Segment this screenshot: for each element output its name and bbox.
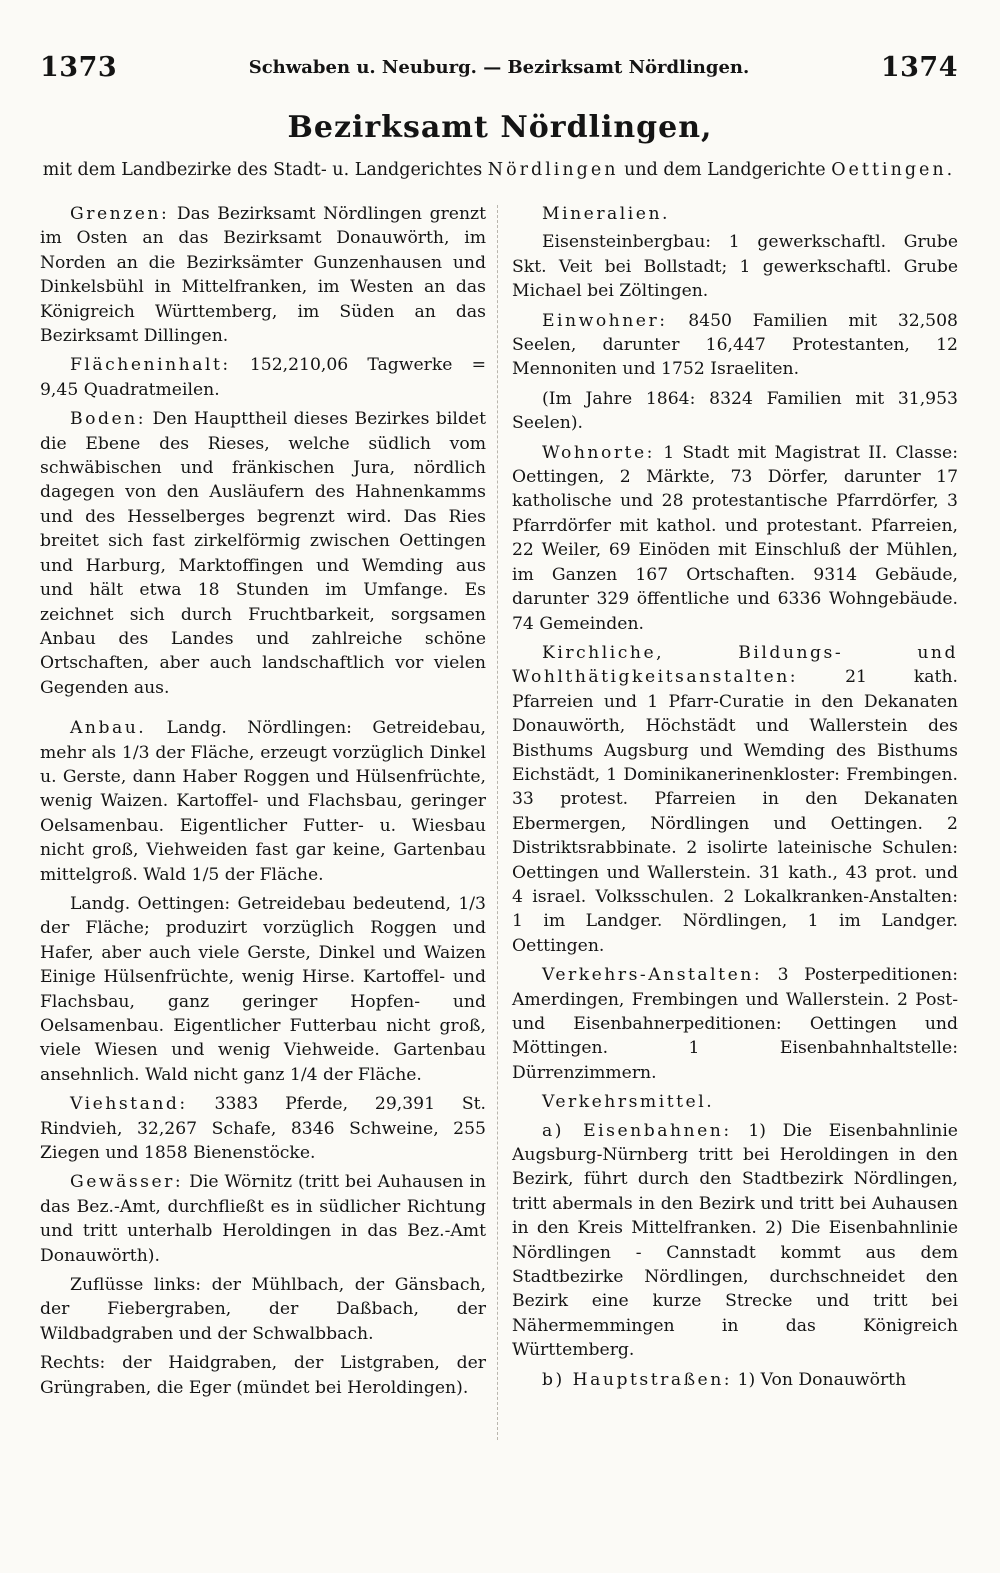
running-head: Schwaben u. Neuburg. — Bezirksamt Nördlingen. (248, 57, 750, 78)
text-hauptstrassen: 1) Von Donauwörth (737, 1369, 907, 1390)
text-wohnorte: 1 Stadt mit Magistrat II. Classe: Oettingen, 2 Märkte, 73 Dörfer, darunter 17 katholische und 28 protestantische Pfarrdörfer, 3 Pfarrdörfer mit kathol. und protestant. Pfarreien, 22 Weiler, 69 Einöden mit Einschluß der Mühlen, im Ganzen 167 Ortschaften. 9314 Gebäude, darunter 329 öffentliche und 6336 Wohngebäude. 74 Gemeinden. (512, 442, 959, 634)
text-anbau-noerdlingen: Landg. Nördlingen: Getreidebau, mehr als 1/3 der Fläche, erzeugt vorzüglich Dinkel u. Gerste, dann Haber Roggen und Hülsenfrüchte, wenig Waizen. Kartoffel- und Flachsbau, geringer Oelsamenbau. Eigentlicher Futter- u. Wiesbau nicht groß, Viehweiden fast gar keine, Gartenbau mittelgroß. Wald 1/5 der Fläche. (40, 718, 486, 885)
paragraph-viehstand (40, 1092, 486, 1165)
label-gewaesser: Gewässer: (70, 1172, 184, 1193)
text-einwohner: 8450 Familien mit 32,508 Seelen, darunter 16,447 Protestanten, 12 Mennoniten und 1752 Israeliten. (512, 310, 958, 380)
text-verkehrs-anstalten: 3 Posterpeditionen: Amerdingen, Frembingen und Wallerstein. 2 Post- und Eisenbahnerpeditionen: Oettingen und Möttingen. 1 Eisenbahnhaltstelle: Dürrenzimmern. (512, 965, 958, 1083)
label-kirchliche: Kirchliche, Bildungs- und Wohlthätigkeitsanstalten: (512, 642, 958, 688)
text-viehstand: 3383 Pferde, 29,391 St. Rindvieh, 32,267 Schafe, 8346 Schweine, 255 Ziegen und 1858 Bienenstöcke. (40, 1094, 486, 1164)
text-kirchliche: 21 kath. Pfarreien und 1 Pfarr-Curatie in den Dekanaten Donauwörth, Höchstädt und Wallerstein des Bisthums Augsburg und Wemding des Bisthums Eichstädt, 1 Dominikanerinenkloster: Frembingen. 33 protest. Pfarreien in den Dekanaten Ebermergen, Nördlingen und Oettingen. 2 Distriktsrabbinate. 2 isolirte lateinische Schulen: Oettingen und Wallerstein. 31 kath., 43 prot. und 4 israel. Volksschulen. 2 Lokalkranken-Anstalten: 1 im Landger. Nördlingen, 1 im Landger. Oettingen. (512, 667, 958, 956)
text-boden: Den Haupttheil dieses Bezirkes bildet die Ebene des Rieses, welche südlich vom schwäbischen und fränkischen Jura, nördlich dagegen von den Ausläufern des Hahnenkamms und des Hesselberges begrenzt wird. Das Ries breitet sich fast zirkelförmig zwischen Oettingen und Harburg, Marktoffingen und Wemding aus und hält etwa 18 Stunden im Umfange. Es zeichnet sich durch Fruchtbarkeit, sorgsamen Anbau des Landes und zahlreiche schöne Ortschaften, aber auch landschaftlich vor vielen Gegenden aus. (40, 409, 486, 698)
paragraph-eisenbahnen (512, 1119, 958, 1363)
paragraph-mineralien: Eisensteinbergbau: 1 gewerkschaftl. Grube Skt. Veit bei Bollstadt; 1 gewerkschaftl. Grube Michael bei Zöltingen. (512, 232, 958, 302)
paragraph-flaecheninhalt (40, 353, 486, 402)
paragraph-anbau-noerdlingen (40, 716, 486, 887)
subtitle-part-2: und dem Landgerichte (624, 160, 826, 180)
label-verkehrs-anstalten: Verkehrs-Anstalten: (542, 965, 763, 986)
label-grenzen: Grenzen: (70, 204, 170, 224)
paragraph-anbau-oettingen: Landg. Oettingen: Getreidebau bedeutend, 1/3 der Fläche; produzirt vorzüglich Roggen und Hafer, aber auch viele Gerste, Dinkel und Waizen Einige Hülsenfrüchte, wenig Hirse. Kartoffel- und Flachsbau, ganz geringer Hopfen- und Oelsamenbau. Eigentlicher Futterbau nicht groß, viele Wiesen und wenig Viehweide. Gartenbau ansehnlich. Wald nicht ganz 1/4 der Fläche. (40, 893, 486, 1085)
paragraph-einwohner (512, 309, 958, 382)
label-anbau: Anbau. (70, 718, 147, 739)
paragraph-boden (40, 407, 486, 700)
page-number-left: 1373 (40, 52, 118, 83)
text-eisenbahnen: 1) Die Eisenbahnlinie Augsburg-Nürnberg tritt bei Heroldingen in den Bezirk, führt durch den Stadtbezirk Nördlingen, tritt abermals in den Bezirk und tritt bei Auhausen in den Kreis Mittelfranken. 2) Die Eisenbahnlinie Nördlingen - Cannstadt kommt aus dem Stadtbezirke Nördlingen, durchschneidet den Bezirk eine kurze Strecke und tritt bei Nähermemmingen in das Königreich Württemberg. (512, 1120, 958, 1361)
subtitle-place-1: Nördlingen (487, 160, 619, 180)
paragraph-kirchliche (512, 641, 958, 958)
label-eisenbahnen: a) Eisenbahnen: (542, 1120, 732, 1141)
left-column (40, 202, 486, 1405)
paragraph-gewaesser (40, 1170, 486, 1268)
page-number-right: 1374 (880, 52, 958, 83)
paragraph-wohnorte (512, 441, 958, 636)
subtitle-place-2: Oettingen. (831, 160, 956, 180)
label-wohnorte: Wohnorte: (542, 442, 655, 463)
paragraph-hauptstrassen (512, 1368, 958, 1392)
column-divider (497, 205, 498, 1440)
text-flaecheninhalt: 152,210,06 Tagwerke = 9,45 Quadratmeilen. (40, 355, 486, 400)
label-einwohner: Einwohner: (542, 310, 668, 331)
paragraph-zufluesse: Zuflüsse links: der Mühlbach, der Gänsbach, der Fiebergraben, der Daßbach, der Wildbadgraben und der Schwalbbach. (40, 1275, 486, 1344)
subtitle-part-1: mit dem Landbezirke des Stadt- u. Landgerichtes (42, 160, 483, 180)
heading-mineralien: Mineralien. (542, 204, 670, 224)
paragraph-einwohner-1864: (Im Jahre 1864: 8324 Familien mit 31,953 Seelen). (512, 388, 958, 434)
label-viehstand: Viehstand: (70, 1094, 188, 1115)
text-grenzen: Das Bezirksamt Nördlingen grenzt im Osten an das Bezirksamt Donauwörth, im Norden an die Bezirksämter Gunzenhausen und Dinkelsbühl in Mittelfranken, im Westen an das Königreich Württemberg, im Süden an das Bezirksamt Dillingen. (40, 204, 486, 347)
paragraph-rechts: Rechts: der Haidgraben, der Listgraben, der Grüngraben, die Eger (mündet bei Heroldingen). (40, 1353, 486, 1398)
section-title: Bezirksamt Nördlingen, (287, 110, 713, 145)
label-flaecheninhalt: Flächeninhalt: (70, 355, 231, 376)
label-boden: Boden: (70, 409, 147, 430)
paragraph-verkehrs-anstalten (512, 963, 958, 1085)
paragraph-grenzen (40, 202, 486, 348)
section-subtitle (40, 160, 958, 180)
text-gewaesser: Die Wörnitz (tritt bei Auhausen in das Bez.-Amt, durchfließt es in südlicher Richtung und tritt unterhalb Heroldingen in das Bez.-Amt Donauwörth). (40, 1172, 486, 1266)
label-hauptstrassen: b) Hauptstraßen: (542, 1369, 733, 1390)
page-header (40, 52, 958, 88)
right-column (512, 202, 958, 1397)
heading-verkehrsmittel: Verkehrsmittel. (542, 1092, 715, 1113)
